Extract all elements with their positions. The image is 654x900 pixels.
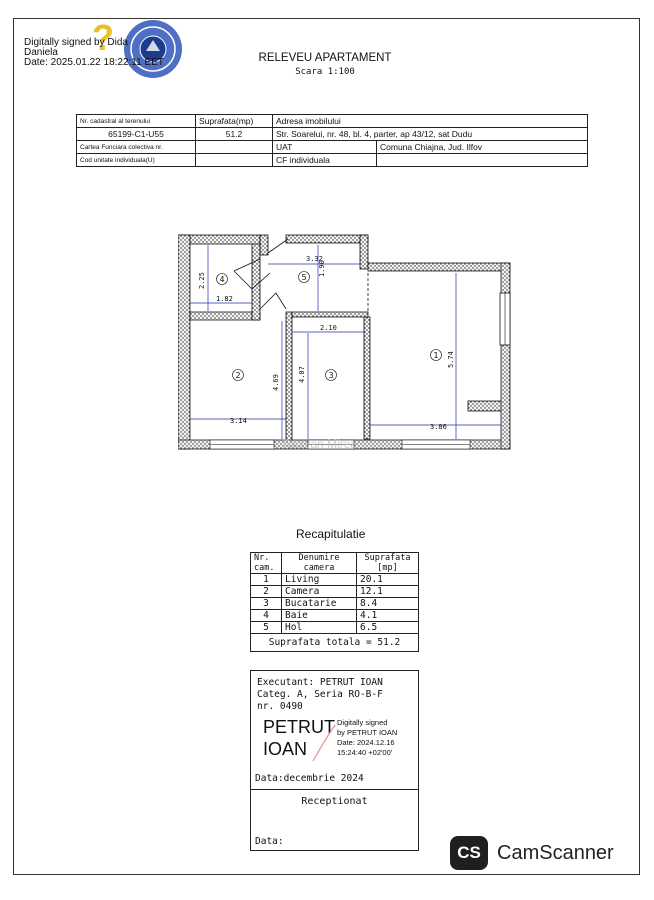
room-1-label: 1 [433,351,439,360]
property-info-table [76,114,588,167]
executant-date: Data:decembrie 2024 [255,773,364,784]
cadastral-header: Nr. cadastral al terenului [77,115,196,128]
reception-title: Receptionat [301,796,368,807]
scale-label: Scara 1:100 [295,67,355,77]
executant-number: nr. 0490 [257,701,303,712]
table-row [251,574,419,586]
recap-row-area: 6.5 [357,622,419,634]
sig-detail-4: 15:24:40 +02'00' [337,748,393,757]
recap-row-area: 20.1 [357,574,419,586]
recap-row-nr: 1 [251,574,282,586]
reception-box [250,789,419,851]
recap-row-nr: 2 [251,586,282,598]
cod-value [196,154,273,167]
cadastral-value: 65199-C1-U55 [77,128,196,141]
signature-stroke-icon [311,723,337,763]
dim-living-width: 3.86 [430,423,447,431]
dim-hol-width: 3.32 [306,255,323,263]
uat-value: Comuna Chiajna, Jud. Ilfov [377,141,588,154]
uat-label: UAT [273,141,377,154]
seal-icon [122,18,184,80]
dim-kitchen-height: 4.07 [298,366,306,383]
area-header: Suprafata(mp) [196,115,273,128]
cf-label: CF individuala [273,154,377,167]
sig-detail-1: Digitally signed [337,718,388,727]
digital-signature-block [337,718,397,758]
recap-row-name: Hol [282,622,357,634]
table-row [251,598,419,610]
top-signature-line2: Daniela [24,47,58,58]
carte-value [196,141,273,154]
recap-header-area: Suprafata [mp] [357,553,419,574]
table-row [251,586,419,598]
dim-living-height: 5.74 [447,351,455,368]
camscanner-logo-icon: CS [450,836,488,870]
recap-header-nr: Nr. cam. [251,553,282,574]
cf-value [377,154,588,167]
dim-kitchen-top: 2.10 [320,324,337,332]
recap-table [250,552,419,652]
signature-stamp [122,18,184,80]
window-right [500,293,510,345]
dim-hol-height: 1.90 [318,260,326,277]
recap-title: Recapitulatie [296,527,366,541]
dim-bath-width: 1.82 [216,295,233,303]
recap-row-name: Baie [282,610,357,622]
top-signature-line3: Date: 2025.01.22 18:22:11 EET [24,57,164,68]
table-row [251,610,419,622]
room-3-label: 3 [328,371,334,380]
cod-label: Cod unitate individuala(U) [77,154,196,167]
sig-detail-2: by PETRUT IOAN [337,728,398,737]
recap-header-name: Denumire camera [282,553,357,574]
top-signature-line1: Digitally signed by Dida [24,37,128,48]
recap-row-name: Bucatarie [282,598,357,610]
camscanner-label: CamScanner [497,842,614,864]
page-title: RELEVEU APARTAMENT [258,52,392,64]
recap-row-name: Camera [282,586,357,598]
recap-row-area: 12.1 [357,586,419,598]
executant-box [250,670,419,790]
recap-row-area: 4.1 [357,610,419,622]
recap-row-nr: 3 [251,598,282,610]
recap-row-name: Living [282,574,357,586]
executant-category: Categ. A, Seria RO-B-F [257,689,383,700]
recap-row-area: 8.4 [357,598,419,610]
dim-bath-height: 2.25 [198,272,206,289]
watermark: Razvan Mirea [282,437,358,451]
area-value: 51.2 [196,128,273,141]
dim-room2-width: 3.14 [230,417,247,425]
question-mark-icon: ? [92,17,114,58]
recap-row-nr: 4 [251,610,282,622]
carte-label: Cartea Funciara colectiva nr. [77,141,196,154]
recap-row-nr: 5 [251,622,282,634]
room-5-label: 5 [301,273,307,282]
sig-detail-3: Date: 2024.12.16 [337,738,395,747]
table-row [251,622,419,634]
room-2-label: 2 [235,371,241,380]
outer-walls [178,235,510,449]
floor-plan [178,233,518,453]
recap-total: Suprafata totala = 51.2 [251,634,419,652]
executant-name: Executant: PETRUT IOAN [257,677,383,688]
dim-room2-height: 4.69 [272,374,280,391]
address-value: Str. Soarelui, nr. 48, bl. 4, parter, ap 43/12, sat Dudu [273,128,588,141]
address-header: Adresa imobilului [273,115,588,128]
signature-name-2: IOAN [263,739,308,759]
room-4-label: 4 [219,275,225,284]
reception-date: Data: [255,836,284,847]
signature-name-1: PETRUT [263,717,335,737]
